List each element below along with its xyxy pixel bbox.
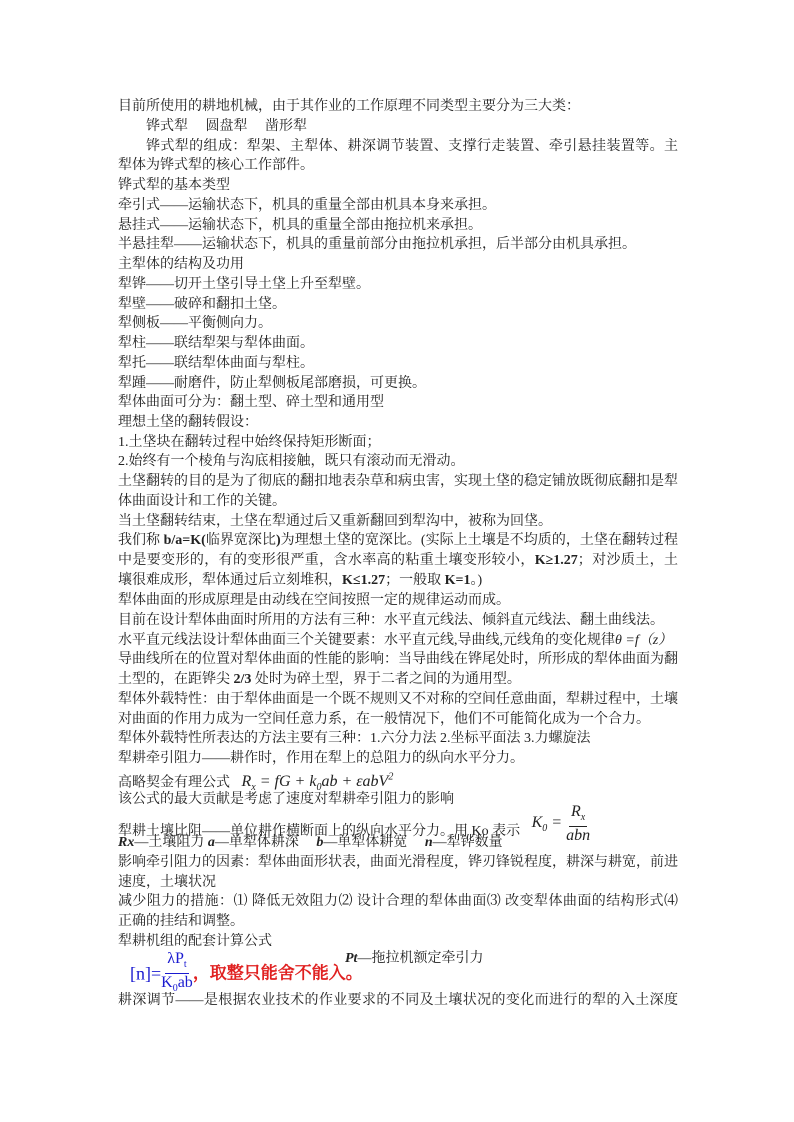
text: 中是要变形的，有的变形很严重，含水率高的粘重土壤变形较小，	[118, 553, 535, 568]
math: x	[580, 812, 586, 824]
text-line: 目前所使用的耕地机械，由于其作业的工作原理不同类型主要分为三大类：	[118, 99, 580, 114]
text: —单犁体耕宽	[323, 835, 425, 850]
math: R	[570, 803, 581, 820]
text: —单犁体耕深	[214, 835, 317, 850]
math: K	[161, 974, 173, 992]
text-line: 牵引式——运输状态下，机具的重量全部由机具本身来承担。	[118, 198, 496, 213]
text-line: 铧式犁的组成：犁架、主犁体、耕深调节装置、支撑行走装置、牵引悬挂装置等。主	[146, 139, 678, 154]
math: ab	[177, 974, 193, 992]
text-line: 犁侧板——平衡侧向力。	[118, 316, 272, 331]
text: 我们称	[118, 533, 164, 548]
text: K≤1.27	[342, 573, 386, 588]
text-line	[118, 834, 503, 852]
text-line: 犁柱——联结犁架与犁体曲面。	[118, 336, 314, 351]
text-line	[118, 532, 678, 550]
text: b/a=K(	[163, 533, 206, 548]
text-line: 1.土垡块在翻转过程中始终保持矩形断面；	[118, 435, 381, 450]
text: —拖拉机额定牵引力	[357, 951, 484, 966]
text: 2/3	[233, 672, 252, 687]
theta-formula: θ =f（z）	[615, 633, 673, 648]
math: K	[531, 814, 543, 832]
n-formula	[130, 950, 363, 997]
text-line: 犁壁——破碎和翻扣土垡。	[118, 297, 286, 312]
math: λP	[167, 950, 184, 967]
text-line: 2.始终有一个棱角与沟底相接触，既只有滚动而无滑动。	[118, 454, 465, 469]
text-line: 耕深调节——是根据农业技术的作业要求的不同及土壤状况的变化而进行的犁的入土深度	[118, 993, 678, 1008]
numerator	[165, 950, 188, 974]
text-line: 犁体曲面的形成原理是由动线在空间按照一定的规律运动而成。	[118, 593, 510, 608]
text-line: 速度，土壤状况	[118, 875, 216, 890]
text-line: 影响牵引阻力的因素：犁体曲面形状表，曲面光滑程度，铧刃锋锐程度，耕深与耕宽，前进	[118, 855, 678, 870]
math: = fG + k	[255, 773, 317, 791]
math: t	[183, 959, 187, 971]
text-line: 目前在设计犁体曲面时所用的方法有三种：水平直元线法、倾斜直元线法、翻土曲线法。	[118, 613, 664, 628]
text: 水平直元线法设计犁体曲面三个关键要素：水平直元线,导曲线,元线角的变化规律	[118, 633, 615, 648]
fraction	[161, 950, 193, 997]
text-line	[118, 671, 521, 689]
text-line: 犁耕机组的配套计算公式	[118, 934, 272, 949]
math: x	[251, 782, 256, 794]
text-line	[118, 572, 482, 590]
text-line: 理想土垡的翻转假设：	[118, 415, 258, 430]
math: =	[547, 814, 567, 832]
text-line	[345, 950, 483, 968]
math: 0	[542, 823, 548, 835]
denominator: abn	[566, 827, 591, 845]
text-line: 犁体曲面可分为：翻土型、碎土型和通用型	[118, 395, 384, 410]
math: 0	[172, 983, 178, 995]
text-line: 犁耕牵引阻力——耕作时，作用在犁上的总阻力的纵向水平分力。	[118, 751, 524, 766]
text: 为理想土垡的宽深比。(实际上土壤是不均质的，土垡在翻转过程	[280, 533, 678, 548]
text: 临界宽深比	[205, 533, 276, 548]
text-line	[118, 552, 678, 570]
math: ab + εabV	[321, 773, 389, 791]
text: 高略契金有理公式	[118, 775, 230, 791]
text-line: 铧式犁 圆盘犁 凿形犁	[146, 119, 307, 134]
text: 。)	[470, 573, 483, 588]
text: Rx	[118, 835, 135, 850]
text-line: 土垡翻转的目的是为了彻底的翻扣地表杂草和病虫害，实现土垡的稳定铺放既彻底翻扣是犁	[118, 474, 678, 489]
text: 犁耕土壤比阻——单位耕作横断面上的纵向水平分力。用 Ko 表示	[118, 824, 521, 840]
text-line	[118, 632, 672, 650]
text: K=1	[444, 573, 471, 588]
text: 处时为碎土型，界于二者之间的为通用型。	[251, 672, 521, 687]
text-line: 对曲面的作用力成为一空间任意力系，在一般情况下，他们不可能简化成为一个合力。	[118, 712, 650, 727]
math: 0	[316, 782, 322, 794]
fraction	[566, 803, 590, 844]
rx-formula	[241, 772, 394, 794]
text: a	[207, 835, 215, 850]
text-line: 减少阻力的措施：⑴ 降低无效阻力⑵ 设计合理的犁体曲面⑶ 改变犁体曲面的结构形式⑷	[118, 894, 678, 909]
k0-formula	[531, 803, 591, 845]
text: n	[424, 835, 433, 850]
math: R	[241, 773, 252, 791]
text-line: 正确的挂结和调整。	[118, 914, 244, 929]
text: b	[316, 835, 324, 850]
text-line: 犁踵——耐磨件，防止犁侧板尾部磨损，可更换。	[118, 376, 426, 391]
text: —犁铧数量	[432, 835, 503, 850]
text-line: 犁体为铧式犁的核心工作部件。	[118, 158, 314, 173]
text-line: 当土垡翻转结束，土垡在犁通过后又重新翻回到犁沟中，被称为回垡。	[118, 514, 552, 529]
text-line: 犁铧——切开土垡引导土垡上升至犁壁。	[118, 277, 370, 292]
text: 土型的，在距铧尖	[118, 672, 234, 687]
text: ；一般取	[385, 573, 445, 588]
text-line: 导曲线所在的位置对犁体曲面的性能的影响：当导曲线在铧尾处时，所形成的犁体曲面为翻	[118, 652, 678, 667]
text-line: 半悬挂犁——运输状态下，机具的重量前部分由拖拉机承担，后半部分由机具承担。	[118, 237, 636, 252]
text: —土壤阻力	[134, 835, 208, 850]
section-heading: 主犁体的结构及功用	[118, 257, 244, 272]
section-heading: 铧式犁的基本类型	[118, 178, 230, 193]
text-line: 悬挂式——运输状态下，机具的重量全部由拖拉机来承担。	[118, 218, 482, 233]
text-line: 该公式的最大贡献是考虑了速度对犁耕牵引阻力的影响	[118, 792, 454, 807]
math: 2	[388, 772, 394, 783]
text: Pt	[345, 951, 358, 966]
text: K≥1.27	[534, 553, 578, 568]
math: [n]=	[130, 963, 162, 984]
rounding-note: ，取整只能舍不能入。	[192, 963, 363, 983]
text-line: 犁体外载特性所表达的方法主要有三种：1.六分力法 2.坐标平面法 3.力螺旋法	[118, 731, 591, 746]
text-line: 犁托——联结犁体曲面与犁柱。	[118, 356, 314, 371]
text: 壤很难成形，犁体通过后立刻堆积，	[118, 573, 342, 588]
text: ；对沙质土，土	[577, 553, 678, 568]
numerator	[569, 803, 587, 827]
text-line: 体曲面设计和工作的关键。	[118, 494, 286, 509]
text: )	[275, 533, 281, 548]
text-line: 犁体外载特性：由于犁体曲面是一个既不规则又不对称的空间任意曲面，犁耕过程中，土壤	[118, 692, 678, 707]
